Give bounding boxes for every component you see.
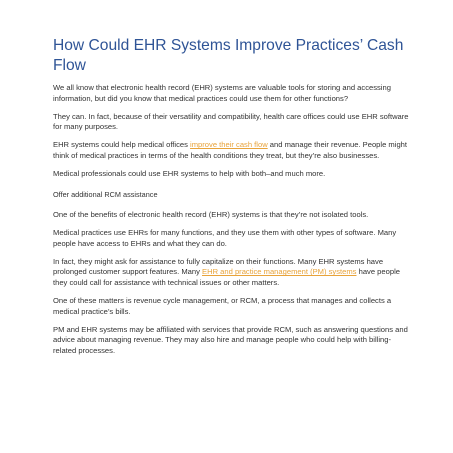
paragraph-functions: Medical practices use EHRs for many functions, and they use them with other types of software. Many people have access to EHRs and what they can do. [53, 228, 397, 248]
paragraph-intro: We all know that electronic health record (EHR) systems are valuable tools for storing and accessing information, but did you know that medical practices could use them for other functions? [53, 83, 391, 103]
paragraph-cash-flow [53, 140, 413, 161]
paragraph-benefits: One of the benefits of electronic health record (EHR) systems is that they’re not isolated tools. [53, 210, 369, 220]
paragraph-text: In fact, they might ask for assistance to fully capitalize on their functions. Many EHR systems have prolonged customer support features. Many [53, 256, 384, 277]
paragraph-text: and manage their revenue. People might think of medical practices in terms of the health conditions they treat, but they’re also businesses. [53, 140, 407, 160]
page-title: How Could EHR Systems Improve Practices’ Cash Flow [53, 37, 404, 74]
paragraph-text: have people they could call for assistance with technical issues or other matters. [53, 267, 400, 287]
paragraph-both: Medical professionals could use EHR systems to help with both–and much more. [53, 168, 326, 178]
paragraph-support [53, 257, 413, 289]
improve-cash-flow-link[interactable]: improve their cash flow [190, 140, 268, 150]
paragraph-rcm: One of these matters is revenue cycle management, or RCM, a process that manages and collects a medical practice’s bills. [53, 296, 392, 316]
paragraph-versatility: They can. In fact, because of their versatility and compatibility, health care offices could use EHR software for many purposes. [53, 111, 409, 132]
ehr-pm-systems-link[interactable]: EHR and practice management (PM) systems [202, 267, 357, 277]
document-page [53, 36, 413, 364]
paragraph-text: EHR systems could help medical offices [53, 140, 191, 150]
section-heading: Offer additional RCM assistance [53, 190, 158, 200]
paragraph-services: PM and EHR systems may be affiliated with services that provide RCM, such as answering questions and advice about managing revenue. They may also hire and manage people who could help with billing-related processes. [53, 324, 408, 355]
